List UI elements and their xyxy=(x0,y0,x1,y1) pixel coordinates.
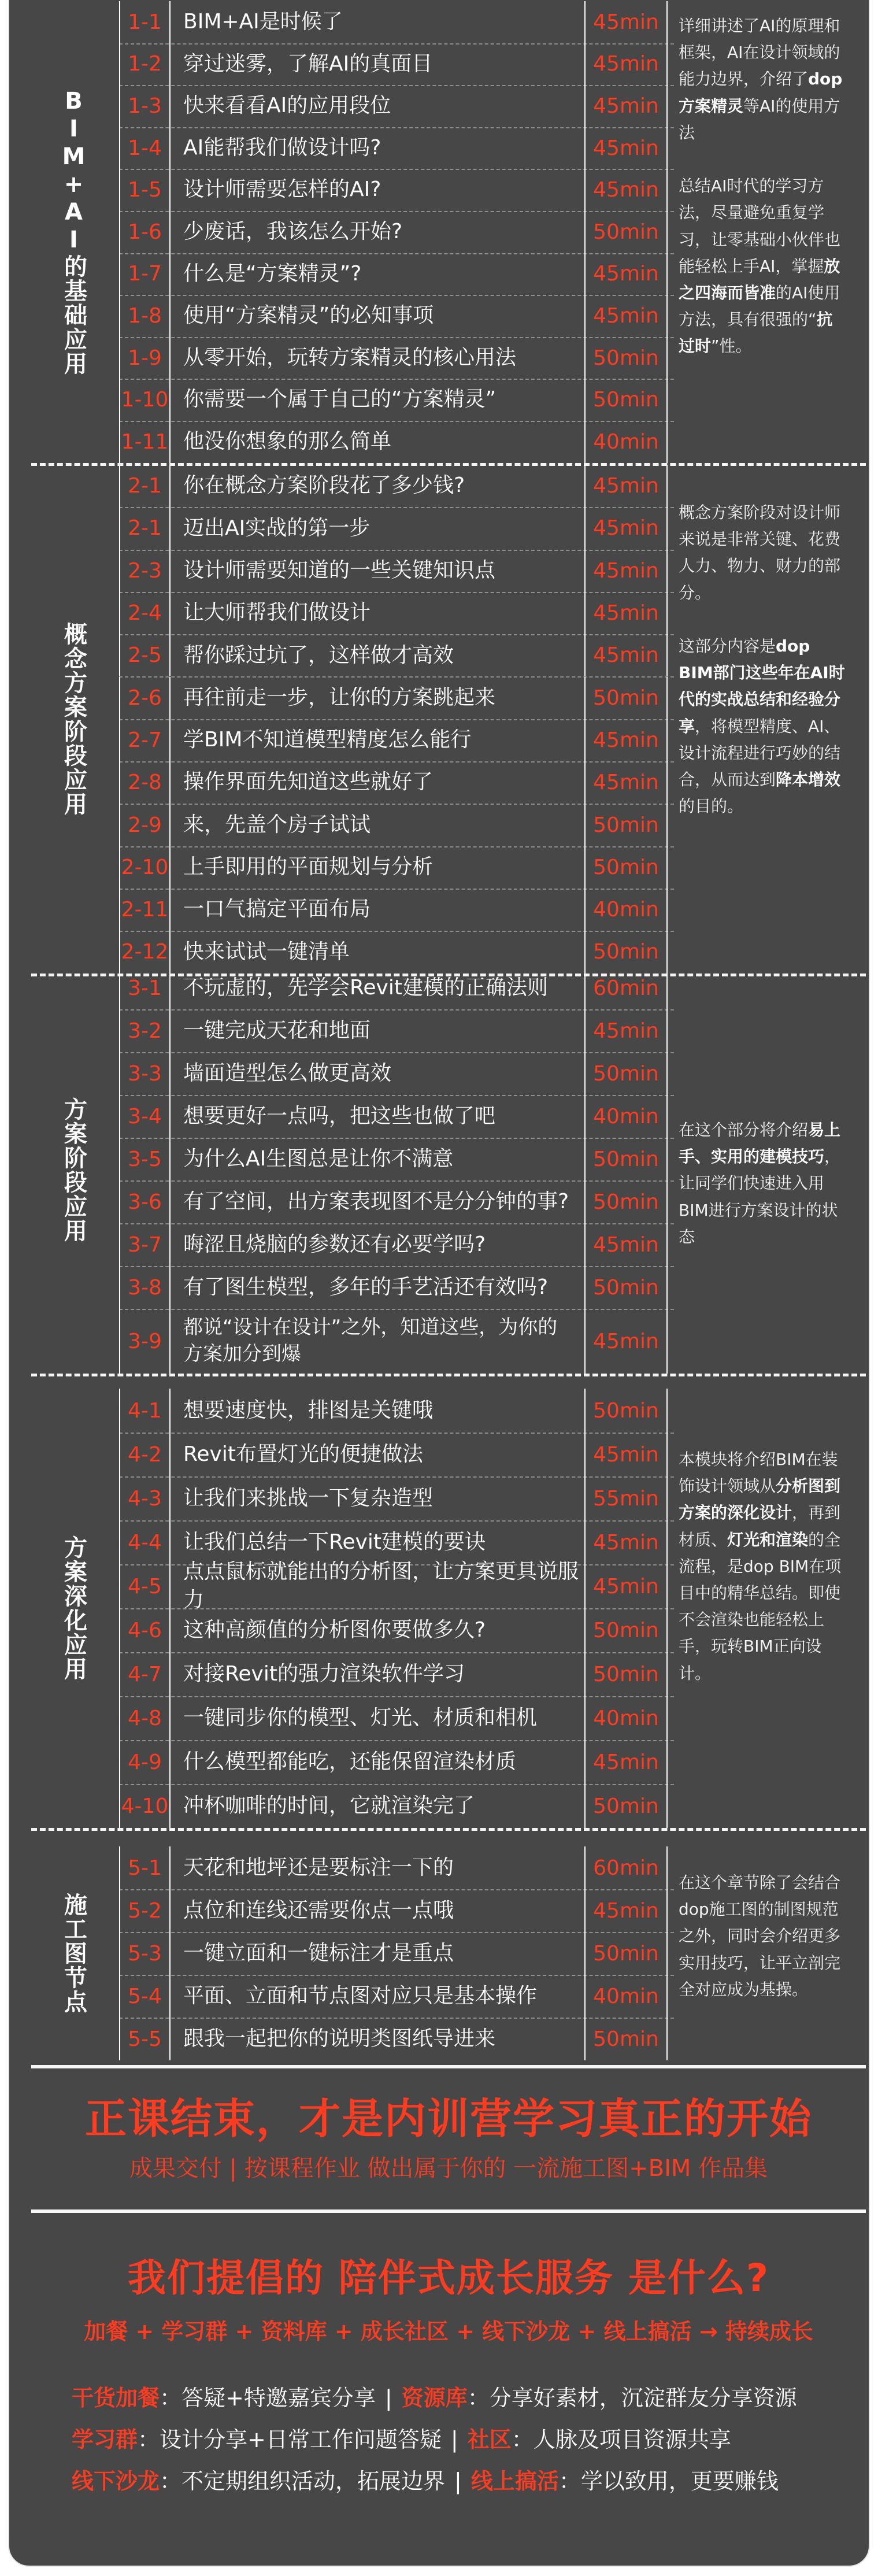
service-value: ：人脉及项目资源共享 xyxy=(511,2427,731,2452)
lesson-title: 不玩虚的，先学会Revit建模的正确法则 xyxy=(171,967,586,1009)
lesson-title: 穿过迷雾，了解AI的真面目 xyxy=(171,43,586,86)
note-text: ，让同学们快速进入用BIM进行方案设计的状态 xyxy=(679,1147,841,1246)
lesson-number: 2-10 xyxy=(119,846,171,889)
lesson-title: 上手即用的平面规划与分析 xyxy=(171,846,586,889)
lesson-duration: 45min xyxy=(586,1223,668,1266)
section-divider xyxy=(31,1374,866,1376)
lesson-number: 2-1 xyxy=(119,465,171,507)
note-emphasis: 灯光和渲染 xyxy=(727,1530,809,1549)
lesson-title: 快来看看AI的应用段位 xyxy=(171,85,586,127)
lesson-row[interactable] xyxy=(119,337,674,380)
lesson-number: 2-12 xyxy=(119,931,171,973)
lesson-title: 设计师需要怎样的AI? xyxy=(171,169,586,211)
note-text: 等AI的使用方法 xyxy=(679,96,840,142)
lesson-title: 一键立面和一键标注才是重点 xyxy=(171,1932,586,1975)
lesson-duration: 55min xyxy=(586,1476,668,1520)
lesson-title: 平面、立面和节点图对应只是基本操作 xyxy=(171,1975,586,2018)
service-key: 资源库 xyxy=(401,2385,468,2411)
lesson-title: 都说“设计在设计”之外，知道这些，为你的方案加分到爆 xyxy=(171,1309,586,1374)
lesson-row[interactable] xyxy=(119,1740,674,1785)
lesson-duration: 45min xyxy=(586,1740,668,1784)
lesson-row[interactable] xyxy=(119,1095,674,1139)
section-label-text: 方案阶段应用 xyxy=(60,1097,87,1243)
lesson-duration: 45min xyxy=(586,719,668,761)
lesson-duration: 50min xyxy=(586,2018,668,2060)
lesson-number: 1-5 xyxy=(119,169,171,211)
lesson-duration: 50min xyxy=(586,1052,668,1095)
lesson-number: 3-9 xyxy=(119,1309,171,1374)
lesson-duration: 45min xyxy=(586,1309,668,1374)
lesson-row[interactable] xyxy=(119,1009,674,1053)
service-key: 干货加餐 xyxy=(72,2385,160,2411)
lesson-title: 迈出AI实战的第一步 xyxy=(171,507,586,549)
lesson-row[interactable] xyxy=(119,507,674,550)
lesson-title: 墙面造型怎么做更高效 xyxy=(171,1052,586,1095)
note-text: ，将模型精度、AI、设计流程进行巧妙的结合，从而达到 xyxy=(679,716,841,789)
note-text: 本模块将介绍BIM在装饰设计领域从 xyxy=(679,1450,838,1496)
lesson-duration: 40min xyxy=(586,421,668,463)
lesson-duration: 50min xyxy=(586,804,668,846)
lesson-title: BIM+AI是时候了 xyxy=(171,1,586,43)
lesson-title: 你在概念方案阶段花了多少钱? xyxy=(171,465,586,507)
lesson-duration: 50min xyxy=(586,211,668,253)
service-key: 社区 xyxy=(467,2427,512,2452)
lesson-title: 这种高颜值的分析图你要做多久? xyxy=(171,1608,586,1652)
lesson-number: 1-9 xyxy=(119,337,171,379)
service-divider xyxy=(31,2209,866,2213)
lesson-number: 3-3 xyxy=(119,1052,171,1095)
lesson-number: 2-8 xyxy=(119,761,171,804)
note-text: 这部分内容是 xyxy=(679,636,776,656)
lesson-row[interactable] xyxy=(119,1266,674,1310)
lesson-row[interactable] xyxy=(119,846,674,890)
lesson-row[interactable] xyxy=(119,1696,674,1741)
section-label-text: BIM+AI的基础应用 xyxy=(60,88,87,376)
lesson-row[interactable] xyxy=(119,761,674,805)
lesson-duration: 45min xyxy=(586,761,668,804)
lesson-title: 帮你踩过坑了，这样做才高效 xyxy=(171,634,586,676)
lesson-duration: 40min xyxy=(586,1095,668,1138)
lesson-row[interactable] xyxy=(119,1433,674,1478)
lesson-title: 让我们总结一下Revit建模的要诀 xyxy=(171,1520,586,1564)
lesson-duration: 50min xyxy=(586,1652,668,1696)
lesson-title: 一键同步你的模型、灯光、材质和相机 xyxy=(171,1696,586,1740)
lesson-title: 少废话，我该怎么开始? xyxy=(171,211,586,253)
section-label xyxy=(31,465,117,974)
service-key: 线上搞活 xyxy=(471,2468,559,2494)
lesson-row[interactable] xyxy=(119,1784,674,1828)
lesson-duration: 45min xyxy=(586,85,668,127)
note-emphasis: 易上手、实用的建模技巧 xyxy=(679,1120,841,1167)
lesson-duration: 45min xyxy=(586,1564,668,1608)
lesson-number: 1-8 xyxy=(119,295,171,337)
lesson-row[interactable] xyxy=(119,592,674,635)
lesson-duration: 45min xyxy=(586,1889,668,1932)
lesson-duration: 45min xyxy=(586,253,668,295)
lesson-row[interactable] xyxy=(119,719,674,763)
lesson-duration: 50min xyxy=(586,1266,668,1309)
lesson-title: 想要更好一点吗，把这些也做了吧 xyxy=(171,1095,586,1138)
lesson-row[interactable] xyxy=(119,634,674,678)
lesson-duration: 45min xyxy=(586,634,668,676)
lesson-number: 2-3 xyxy=(119,550,171,592)
note-text: 详细讲述了AI的原理和框架，AI在设计领域的能力边界，介绍了 xyxy=(679,16,840,89)
note-emphasis: 放之四海而皆准 xyxy=(679,256,840,302)
course-card xyxy=(8,0,870,2567)
lesson-number: 4-2 xyxy=(119,1433,171,1476)
lesson-title: 天花和地坪还是要标注一下的 xyxy=(171,1846,586,1889)
lesson-row[interactable] xyxy=(119,465,674,508)
lesson-title: 点位和连线还需要你点一点哦 xyxy=(171,1889,586,1932)
lesson-number: 2-9 xyxy=(119,804,171,846)
lesson-title: 想要速度快，排图是关键哦 xyxy=(171,1389,586,1433)
lesson-row[interactable] xyxy=(119,967,674,1011)
lesson-duration: 40min xyxy=(586,889,668,931)
lesson-row[interactable] xyxy=(119,1138,674,1182)
lesson-number: 4-4 xyxy=(119,1520,171,1564)
lesson-duration: 50min xyxy=(586,1138,668,1180)
lesson-duration: 45min xyxy=(586,507,668,549)
note-text: 在这个章节除了会结合dop施工图的制图规范之外，同时会介绍更多实用技巧，让平立剖完全对应成为基操。 xyxy=(679,1873,841,1999)
lesson-duration: 60min xyxy=(586,967,668,1009)
lesson-title: 操作界面先知道这些就好了 xyxy=(171,761,586,804)
lesson-title: 你需要一个属于自己的“方案精灵” xyxy=(171,379,586,421)
lesson-title: 对接Revit的强力渲染软件学习 xyxy=(171,1652,586,1696)
lesson-number: 1-2 xyxy=(119,43,171,86)
section-label xyxy=(31,967,117,1374)
lesson-title: 使用“方案精灵”的必知事项 xyxy=(171,295,586,337)
lesson-row[interactable] xyxy=(119,379,674,422)
section-label xyxy=(31,1,117,463)
lesson-duration: 50min xyxy=(586,1389,668,1433)
note-emphasis: 降本增效 xyxy=(776,769,841,789)
lesson-number: 1-3 xyxy=(119,85,171,127)
closing-subtitle: 成果交付 | 按课程作业 做出属于你的 一流施工图+BIM 作品集 xyxy=(129,2155,768,2182)
lesson-number: 2-7 xyxy=(119,719,171,761)
lesson-row[interactable] xyxy=(119,1,674,45)
lesson-duration: 50min xyxy=(586,846,668,889)
service-value: ：不定期组织活动，拓展边界 xyxy=(160,2468,446,2494)
lesson-duration: 45min xyxy=(586,465,668,507)
lesson-row[interactable] xyxy=(119,1652,674,1697)
lesson-number: 1-4 xyxy=(119,127,171,169)
lesson-duration: 50min xyxy=(586,1608,668,1652)
lesson-title: 来，先盖个房子试试 xyxy=(171,804,586,846)
lesson-number: 1-6 xyxy=(119,211,171,253)
lesson-duration: 50min xyxy=(586,931,668,973)
note-text: 的AI使用方法，具有很强的“ xyxy=(679,283,840,330)
service-line xyxy=(72,2422,731,2453)
lesson-row[interactable] xyxy=(119,2018,674,2060)
service-flow: 加餐 + 学习群 + 资料库 + 成长社区 + 线下沙龙 + 线上搞活 → 持续成长 xyxy=(84,2319,813,2344)
lesson-row[interactable] xyxy=(119,421,674,463)
lesson-number: 3-2 xyxy=(119,1009,171,1052)
note-emphasis: 分析图到方案的深化设计 xyxy=(679,1476,841,1523)
section-label xyxy=(31,1389,117,1828)
lesson-row[interactable] xyxy=(119,211,674,254)
lesson-number: 2-6 xyxy=(119,677,171,719)
section-note xyxy=(679,1117,846,1250)
lesson-number: 4-8 xyxy=(119,1696,171,1740)
section-note xyxy=(679,499,846,820)
lesson-row[interactable] xyxy=(119,1560,674,1612)
section-divider xyxy=(31,1828,866,1831)
lesson-number: 3-4 xyxy=(119,1095,171,1138)
service-key: 线下沙龙 xyxy=(72,2468,160,2494)
lesson-row[interactable] xyxy=(119,1180,674,1224)
lesson-row[interactable] xyxy=(119,1223,674,1267)
lesson-number: 2-11 xyxy=(119,889,171,931)
note-text: 总结AI时代的学习方法，尽量避免重复学习，让零基础小伙伴也能轻松上手AI，掌握 xyxy=(679,176,841,276)
lesson-duration: 45min xyxy=(586,295,668,337)
lesson-duration: 45min xyxy=(586,1433,668,1476)
lesson-number: 5-3 xyxy=(119,1932,171,1975)
lesson-row[interactable] xyxy=(119,1889,674,1933)
section-label-text: 概念方案阶段应用 xyxy=(60,621,87,816)
note-text: 的全流程，是dop BIM在项目中的精华总结。即使不会渲染也能轻松上手，玩转BIM正向设计。 xyxy=(679,1530,842,1683)
lesson-title: 让大师帮我们做设计 xyxy=(171,592,586,634)
lesson-title: Revit布置灯光的便捷做法 xyxy=(171,1433,586,1476)
lesson-row[interactable] xyxy=(119,1846,674,1890)
lesson-row[interactable] xyxy=(119,550,674,593)
lesson-duration: 50min xyxy=(586,1180,668,1223)
lesson-duration: 50min xyxy=(586,1784,668,1828)
lesson-row[interactable] xyxy=(119,43,674,87)
lesson-duration: 50min xyxy=(586,337,668,379)
lesson-title: 一口气搞定平面布局 xyxy=(171,889,586,931)
lesson-title: 他没你想象的那么简单 xyxy=(171,421,586,463)
lesson-row[interactable] xyxy=(119,889,674,932)
lesson-title: 有了图生模型，多年的手艺活还有效吗? xyxy=(171,1266,586,1309)
lesson-number: 4-10 xyxy=(119,1784,171,1828)
lesson-row[interactable] xyxy=(119,1309,674,1374)
lesson-number: 3-1 xyxy=(119,967,171,1009)
lesson-number: 4-5 xyxy=(119,1564,171,1608)
lesson-number: 1-10 xyxy=(119,379,171,421)
section-note xyxy=(679,1446,846,1687)
lesson-title: 点点鼠标就能出的分析图，让方案更具说服力 xyxy=(171,1564,586,1608)
lesson-title: 再往前走一步，让你的方案跳起来 xyxy=(171,677,586,719)
lesson-duration: 45min xyxy=(586,169,668,211)
lesson-row[interactable] xyxy=(119,1052,674,1096)
lesson-title: 为什么AI生图总是让你不满意 xyxy=(171,1138,586,1180)
lesson-row[interactable] xyxy=(119,804,674,847)
lesson-duration: 40min xyxy=(586,1696,668,1740)
lesson-row[interactable] xyxy=(119,1608,674,1653)
lesson-number: 3-7 xyxy=(119,1223,171,1266)
closing-title: 正课结束，才是内训营学习真正的开始 xyxy=(84,2094,812,2143)
lesson-title: 设计师需要知道的一些关键知识点 xyxy=(171,550,586,592)
lesson-row[interactable] xyxy=(119,169,674,212)
lesson-title: 冲杯咖啡的时间，它就渲染完了 xyxy=(171,1784,586,1828)
service-separator: | xyxy=(454,2468,462,2494)
lesson-title: 学BIM不知道模型精度怎么能行 xyxy=(171,719,586,761)
lesson-duration: 50min xyxy=(586,677,668,719)
lesson-duration: 45min xyxy=(586,550,668,592)
lesson-number: 5-2 xyxy=(119,1889,171,1932)
lesson-row[interactable] xyxy=(119,1932,674,1976)
section-label-text: 方案深化应用 xyxy=(60,1535,87,1681)
lesson-title: 什么模型都能吃，还能保留渲染材质 xyxy=(171,1740,586,1784)
lesson-number: 3-5 xyxy=(119,1138,171,1180)
lesson-number: 2-1 xyxy=(119,507,171,549)
lesson-title: AI能帮我们做设计吗? xyxy=(171,127,586,169)
service-line xyxy=(72,2463,779,2495)
lesson-duration: 60min xyxy=(586,1846,668,1889)
lesson-number: 5-4 xyxy=(119,1975,171,2018)
note-text: 概念方案阶段对设计师来说是非常关键、花费人力、物力、财力的部分。 xyxy=(679,503,841,602)
service-title: 我们提倡的 陪伴式成长服务 是什么? xyxy=(127,2256,770,2300)
lesson-title: 有了空间，出方案表现图不是分分钟的事? xyxy=(171,1180,586,1223)
note-text: ”性。 xyxy=(711,336,752,356)
lesson-duration: 45min xyxy=(586,127,668,169)
lesson-duration: 50min xyxy=(586,379,668,421)
lesson-title: 从零开始，玩转方案精灵的核心用法 xyxy=(171,337,586,379)
note-emphasis: dop方案精灵 xyxy=(679,69,843,116)
lesson-row[interactable] xyxy=(119,85,674,128)
lesson-number: 3-6 xyxy=(119,1180,171,1223)
lesson-title: 一键完成天花和地面 xyxy=(171,1009,586,1052)
lesson-title: 让我们来挑战一下复杂造型 xyxy=(171,1476,586,1520)
service-value: ：学以致用，更要赚钱 xyxy=(558,2468,779,2494)
lesson-duration: 45min xyxy=(586,43,668,86)
service-separator: | xyxy=(384,2385,392,2411)
note-text: 在这个部分将介绍 xyxy=(679,1120,809,1139)
lesson-number: 4-6 xyxy=(119,1608,171,1652)
lesson-row[interactable] xyxy=(119,1476,674,1522)
service-value: ：设计分享+日常工作问题答疑 xyxy=(138,2427,442,2452)
section-note xyxy=(679,13,846,360)
lesson-title: 什么是“方案精灵”? xyxy=(171,253,586,295)
lesson-number: 1-7 xyxy=(119,253,171,295)
lesson-number: 1-1 xyxy=(119,1,171,43)
lesson-title: 跟我一起把你的说明类图纸导进来 xyxy=(171,2018,586,2060)
service-value: ：分享好素材，沉淀群友分享资源 xyxy=(467,2385,797,2411)
lesson-number: 2-4 xyxy=(119,592,171,634)
service-key: 学习群 xyxy=(72,2427,138,2452)
lesson-title: 晦涩且烧脑的参数还有必要学吗? xyxy=(171,1223,586,1266)
lesson-duration: 45min xyxy=(586,1520,668,1564)
note-emphasis: dop BIM部门这些年在AI时代的实战总结和经验分享 xyxy=(679,636,845,736)
lesson-number: 4-3 xyxy=(119,1476,171,1520)
section-label xyxy=(31,1846,117,2060)
lesson-number: 4-9 xyxy=(119,1740,171,1784)
lesson-row[interactable] xyxy=(119,677,674,720)
lesson-row[interactable] xyxy=(119,1389,674,1434)
lesson-number: 4-7 xyxy=(119,1652,171,1696)
closing-divider xyxy=(31,2065,866,2068)
lesson-row[interactable] xyxy=(119,253,674,297)
lesson-duration: 50min xyxy=(586,1932,668,1975)
lesson-duration: 40min xyxy=(586,1975,668,2018)
lesson-number: 5-5 xyxy=(119,2018,171,2060)
note-text: 的目的。 xyxy=(679,797,744,816)
lesson-duration: 45min xyxy=(586,592,668,634)
lesson-duration: 45min xyxy=(586,1,668,43)
section-label-text: 施工图节点 xyxy=(60,1893,87,2014)
lesson-row[interactable] xyxy=(119,1975,674,2019)
lesson-number: 1-11 xyxy=(119,421,171,463)
lesson-number: 2-5 xyxy=(119,634,171,676)
lesson-number: 3-8 xyxy=(119,1266,171,1309)
lesson-row[interactable] xyxy=(119,127,674,171)
service-value: ：答疑+特邀嘉宾分享 xyxy=(160,2385,376,2411)
note-emphasis: 抗过时 xyxy=(679,310,833,356)
lesson-title: 快来试试一键清单 xyxy=(171,931,586,973)
lesson-duration: 45min xyxy=(586,1009,668,1052)
service-separator: | xyxy=(450,2427,458,2452)
section-note xyxy=(679,1870,846,2003)
lesson-number: 4-1 xyxy=(119,1389,171,1433)
lesson-row[interactable] xyxy=(119,295,674,338)
service-line xyxy=(72,2380,797,2412)
lesson-number: 5-1 xyxy=(119,1846,171,1889)
note-text: ，再到材质、 xyxy=(679,1503,841,1549)
